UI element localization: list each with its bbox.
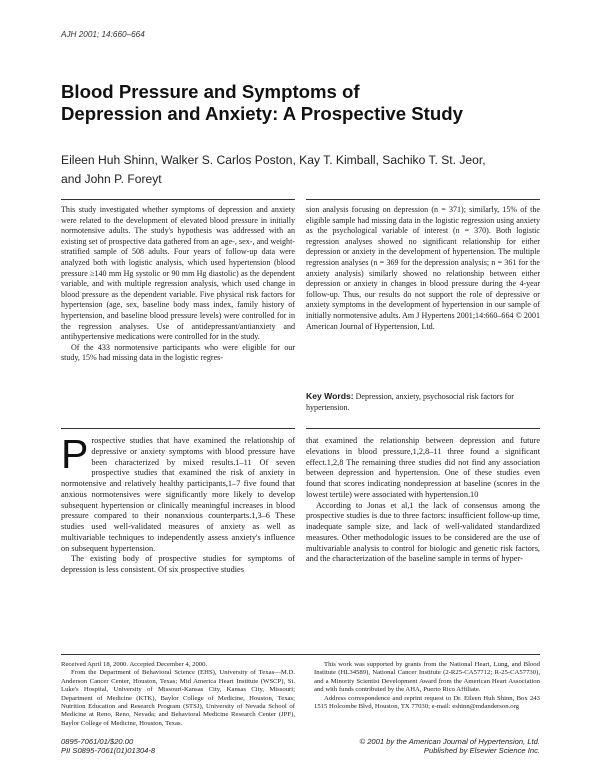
footnotes-right xyxy=(314,661,540,711)
body-paragraph: According to Jonas et al,1 the lack of consensus among the prospective studies is due to three factors: insufficient follow-up time, inadequate sample size, and lack of well-validated standardized measures. Other methodologic issues to be considered are the use of multivariable analysis to control for biologic and genetic risk factors, and the characterization of the baseline sample in terms of hyper- xyxy=(306,500,540,564)
copyright-notice xyxy=(318,737,540,756)
publisher-line: Published by Elsevier Science Inc. xyxy=(423,746,540,756)
author-list xyxy=(61,151,561,189)
issn-code: 0895-7061/01/$20.00 xyxy=(61,737,134,746)
keywords xyxy=(306,391,540,413)
copyright-line: © 2001 by the American Journal of Hypertension, Ltd. xyxy=(359,737,540,746)
body-paragraph xyxy=(61,431,295,554)
affiliations: From the Department of Behavioral Science (EHS), University of Texas—M.D. Anderson Cancer Center, Houston, Texas; Mid America Heart Institute (WSCP), St. Luke's Hospital, University of Missouri-Kansas City, Kansas City, Missouri; Department of Medicine (KTK), Baylor College of Medicine, Houston, Texas; Nutrition Education and Research Program (STSJ), University of Nevada School of Medicine at Reno, Reno, Nevada; and Behavioral Medicine Research Center (JPF), Baylor College of Medicine, Houston, Texas. xyxy=(61,669,295,727)
body-left-column xyxy=(61,431,295,576)
title-line-2: Depression and Anxiety: A Prospective Study xyxy=(61,103,463,124)
keywords-label: Key Words: xyxy=(306,391,354,401)
footnote-rule xyxy=(61,654,540,655)
title-line-1: Blood Pressure and Symptoms of xyxy=(61,81,360,102)
footnotes-left xyxy=(61,661,295,728)
abstract-paragraph: Of the 433 normotensive participants who were eligible for our study, 15% had missing data in the logistic regres- xyxy=(61,342,295,363)
publication-codes xyxy=(61,737,155,756)
abstract-paragraph: This study investigated whether symptoms of depression and anxiety were related to the development of elevated blood pressure in initially normotensive adults. The study's hypothesis was addressed with an existing set of prospective data gathered from an age-, sex-, and weight-stratified sample of 508 adults. Four years of follow-up data were analyzed both with logistic analysis, which used hypertension (blood pressure ≥140 mm Hg systolic or 90 mm Hg diastolic) as the dependent variable, and with multiple regression analysis, which used change in blood pressure as the dependent variable. Five physical risk factors for hypertension (age, sex, baseline body mass index, family history of hypertension, and baseline blood pressure levels) were controlled for in the regression analyses. Use of antidepressant/antianxiety and antihypertensive medications were controlled for in the study. xyxy=(61,205,295,342)
pii-code: PII S0895-7061(01)01304-8 xyxy=(61,746,156,756)
funding-note: This work was supported by grants from the National Heart, Lung, and Blood Institute (HL34589), National Cancer Institute (2-R25-CA57712; R-25-CA57730), and a Minority Scientist Development Award from the American Heart Association and with funds contributed by the AHA, Puerto Rico Affiliate. xyxy=(314,661,540,694)
abstract-left-column xyxy=(61,205,295,364)
abstract-paragraph: sion analysis focusing on depression (n = 371); similarly, 15% of the eligible sample had missing data in the logistic regression using anxiety as the psychological variable of interest (n = 370). Both logistic regression analyses showed no significant relationship for either depression or anxiety in the development of hypertension. The multiple regression analyses (n = 369 for the depression analysis; n = 361 for the anxiety analysis) similarly showed no relationship between either depression or anxiety in changes in blood pressure during the 4-year follow-up. Thus, our results do not support the role of depressive or anxiety symptoms in the development of hypertension in our sample of initially normotensive adults. Am J Hypertens 2001;14:660–664 © 2001 American Journal of Hypertension, Ltd. xyxy=(306,205,540,331)
abstract-bottom-rule-right xyxy=(306,428,540,429)
journal-reference: AJH 2001; 14:660–664 xyxy=(61,30,145,39)
authors-line-1: Eileen Huh Shinn, Walker S. Carlos Poston, Kay T. Kimball, Sachiko T. St. Jeor, xyxy=(61,153,486,167)
body-paragraph: that examined the relationship between depression and future elevations in blood pressure,1,2,8–11 three found a significant effect.1,2,8 The remaining three studies did not find any association between depression and hypertension. One of these studies even found that scores indicating nondepression at baseline (scores in the lowest tertile) were associated with hypertension.10 xyxy=(306,436,540,499)
article-title xyxy=(61,81,561,125)
body-text: rospective studies that have examined the relationship of depressive or anxiety symptoms with blood pressure have been characterized by mixed results.1–11 Of seven prospective studies that examined the risk of anxiety in normotensive and relatively healthy participants,1–7 five found that anxious normotensives were significantly more likely to develop subsequent hypertension or clinically meaningful increases in blood pressure compared to their nonanxious counterparts.1,3–6 These studies used well-validated measures of anxiety as well as multivariable techniques to independently assess anxiety's influence on subsequent hypertension. xyxy=(61,436,295,553)
abstract-top-rule xyxy=(61,199,295,200)
received-dates: Received April 18, 2000. Accepted December 4, 2000. xyxy=(61,661,208,668)
body-right-column xyxy=(306,436,540,565)
body-paragraph: The existing body of prospective studies for symptoms of depression is less consistent. Of six prospective studies xyxy=(61,554,295,574)
authors-line-2: and John P. Foreyt xyxy=(61,172,162,186)
keywords-text: Depression, anxiety, psychosocial risk factors for hypertension. xyxy=(306,392,514,412)
correspondence-note: Address correspondence and reprint request to Dr. Eileen Huh Shinn, Box 243 1515 Holcombe Blvd, Houston, TX 77030; e-mail: eshinn@mdanderson.org xyxy=(314,694,540,711)
drop-cap: P xyxy=(61,431,89,477)
abstract-top-rule-right xyxy=(306,199,540,200)
abstract-bottom-rule xyxy=(61,428,295,429)
abstract-right-column xyxy=(306,205,540,332)
